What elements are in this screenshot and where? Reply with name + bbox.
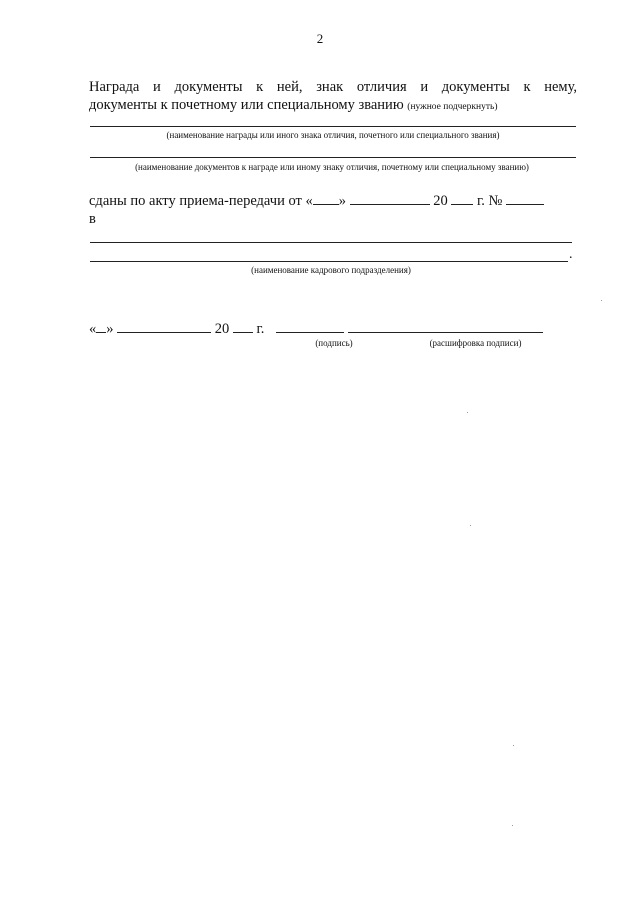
signature-decoding-caption: (расшифровка подписи) xyxy=(429,338,522,348)
transfer-act-line xyxy=(89,192,544,210)
underline-note: (нужное подчеркнуть) xyxy=(407,102,498,112)
hr-unit-line-1 xyxy=(90,242,572,243)
award-name-caption: (наименование награды или иного знака отличия, почетного или специального звания) xyxy=(166,130,500,140)
date-quote-close: » xyxy=(106,321,114,337)
scan-speck xyxy=(601,300,602,301)
transfer-prefix: сданы по акту приема-передачи от « xyxy=(89,193,313,209)
date-year-suffix: г. xyxy=(256,321,265,337)
signature-decoding-blank xyxy=(348,320,543,333)
in-word: в xyxy=(89,211,96,227)
transfer-year-prefix: 20 xyxy=(433,193,448,209)
end-mark: . xyxy=(569,247,573,262)
hr-unit-line-2 xyxy=(90,261,568,262)
documents-name-line xyxy=(90,157,576,158)
transfer-year-suffix: г. № xyxy=(477,193,503,209)
act-number-blank xyxy=(506,192,544,205)
month-blank xyxy=(350,192,430,205)
date-signature-line xyxy=(89,320,543,338)
signature-blank xyxy=(276,320,344,333)
hr-unit-caption: (наименование кадрового подразделения) xyxy=(251,265,411,275)
transfer-quote-close: » xyxy=(338,193,346,209)
date-month-blank xyxy=(117,320,211,333)
paragraph-line-1: Награда и документы к ней, знак отличия и документы к нему, xyxy=(89,79,577,95)
paragraph-line-2 xyxy=(89,96,577,116)
scan-speck xyxy=(513,745,514,746)
date-quote-open: « xyxy=(89,321,97,337)
documents-name-caption: (наименование документов к награде или иному знаку отличия, почетному или специальному званию) xyxy=(135,162,529,172)
date-year-prefix: 20 xyxy=(214,321,230,337)
date-year-blank xyxy=(233,320,253,333)
signature-caption: (подпись) xyxy=(315,338,353,348)
paragraph-line-2-text: документы к почетному или специальному званию xyxy=(89,97,404,113)
year-blank xyxy=(451,192,473,205)
scan-speck xyxy=(470,525,471,526)
scan-speck xyxy=(512,825,513,826)
award-name-line xyxy=(90,126,576,127)
page-number: 2 xyxy=(316,31,324,46)
day-blank xyxy=(313,192,339,205)
scan-speck xyxy=(467,412,468,413)
date-day-blank xyxy=(96,320,106,333)
